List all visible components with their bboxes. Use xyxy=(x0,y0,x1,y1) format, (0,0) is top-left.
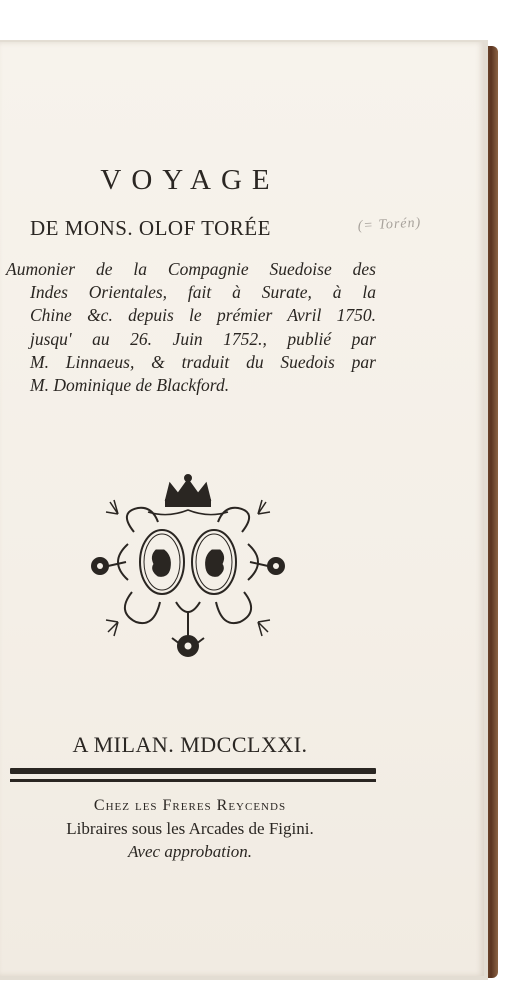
description-line: Indes Orientales, fait à Surate, à la xyxy=(30,282,376,303)
royal-medallion-ornament xyxy=(88,472,288,662)
description-line: M. Dominique de Blackford. xyxy=(30,374,230,395)
description-line: Aumonier de la Compagnie Suedoise des xyxy=(6,259,376,279)
book-title: VOYAGE xyxy=(100,164,280,196)
handwritten-annotation: (= Torén) xyxy=(357,215,422,234)
publisher-block xyxy=(0,794,380,863)
description-line: jusqu' au 26. Juin 1752., publié par xyxy=(30,328,376,349)
book-subtitle: DE MONS. OLOF TORÉE xyxy=(30,216,271,240)
title-page xyxy=(0,42,484,976)
publisher-line: Libraires sous les Arcades de Figini. xyxy=(66,819,314,838)
approbation-line: Avec approbation. xyxy=(127,842,252,861)
double-rule-thin xyxy=(10,779,376,782)
description-line: M. Linnaeus, & traduit du Suedois par xyxy=(30,351,376,372)
publisher-line: Chez les Freres Reycends xyxy=(93,797,287,814)
title-description xyxy=(6,258,376,397)
imprint-place-date: A MILAN. MDCCLXXI. xyxy=(72,732,308,757)
description-line: Chine &c. depuis le prémier Avril 1750. xyxy=(30,305,376,326)
double-rule-thick xyxy=(10,768,376,774)
